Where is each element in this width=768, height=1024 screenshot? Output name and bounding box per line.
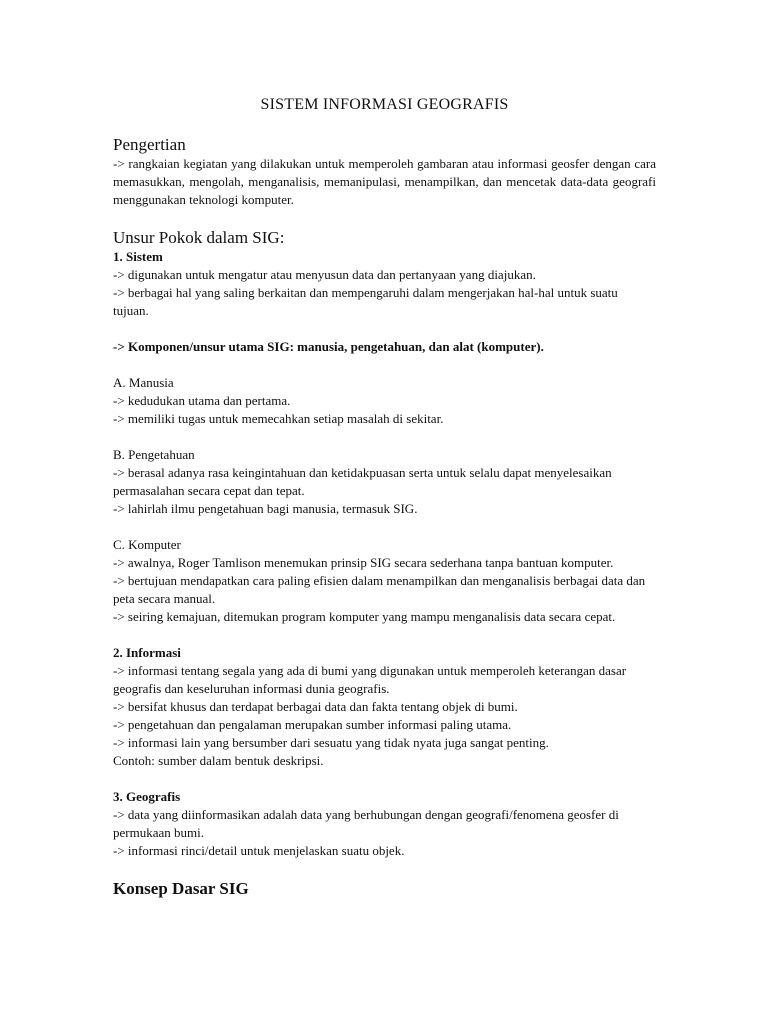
pengetahuan-line-1: -> berasal adanya rasa keingintahuan dan ketidakpuasan serta untuk selalu dapat menyelesaikan permasalahan secara cepat dan tepat.	[113, 465, 612, 498]
komputer-line-2: -> bertujuan mendapatkan cara paling efisien dalam menampilkan dan menganalisis berbagai data dan peta secara manual.	[113, 573, 646, 606]
informasi-line-5: Contoh: sumber dalam bentuk deskripsi.	[113, 753, 324, 768]
document-title: SISTEM INFORMASI GEOGRAFIS	[260, 96, 509, 113]
geografis-label: 3. Geografis	[113, 789, 181, 804]
informasi-line-1: -> informasi tentang segala yang ada di bumi yang digunakan untuk memperoleh keterangan dasar geografis dan keseluruhan informasi dunia geografis.	[113, 663, 627, 696]
komputer-line-1: -> awalnya, Roger Tamlison menemukan prinsip SIG secara sederhana tanpa bantuan komputer.	[113, 555, 614, 570]
sistem-line-1: -> digunakan untuk mengatur atau menyusun data dan pertanyaan yang diajukan.	[113, 267, 536, 282]
geografis-line-2: -> informasi rinci/detail untuk menjelaskan suatu objek.	[113, 843, 405, 858]
sistem-line-2: -> berbagai hal yang saling berkaitan dan mempengaruhi dalam mengerjakan hal-hal untuk suatu tujuan.	[113, 285, 618, 318]
manusia-line-2: -> memiliki tugas untuk memecahkan setiap masalah di sekitar.	[113, 411, 444, 426]
informasi-label: 2. Informasi	[113, 645, 181, 660]
informasi-line-2: -> bersifat khusus dan terdapat berbagai data dan fakta tentang objek di bumi.	[113, 699, 518, 714]
pengetahuan-line-2: -> lahirlah ilmu pengetahuan bagi manusia, termasuk SIG.	[113, 501, 418, 516]
komputer-line-3: -> seiring kemajuan, ditemukan program komputer yang mampu menganalisis data secara cepat.	[113, 609, 616, 624]
heading-pengertian: Pengertian	[113, 135, 186, 154]
komputer-label: C. Komputer	[113, 537, 181, 552]
heading-konsep-dasar: Konsep Dasar SIG	[113, 879, 249, 898]
document-content	[113, 95, 656, 899]
pengetahuan-label: B. Pengetahuan	[113, 447, 195, 462]
pengertian-text: -> rangkaian kegiatan yang dilakukan untuk memperoleh gambaran atau informasi geosfer dengan cara memasukkan, mengolah, menganalisis, memanipulasi, menampilkan, dan mencetak data-data geografi menggunakan teknologi komputer.	[113, 156, 656, 207]
heading-unsur-pokok: Unsur Pokok dalam SIG:	[113, 228, 285, 247]
geografis-line-1: -> data yang diinformasikan adalah data yang berhubungan dengan geografi/fenomena geosfer di permukaan bumi.	[113, 807, 619, 840]
manusia-label: A. Manusia	[113, 375, 174, 390]
informasi-line-3: -> pengetahuan dan pengalaman merupakan sumber informasi paling utama.	[113, 717, 512, 732]
manusia-line-1: -> kedudukan utama dan pertama.	[113, 393, 291, 408]
informasi-line-4: -> informasi lain yang bersumber dari sesuatu yang tidak nyata juga sangat penting.	[113, 735, 549, 750]
sistem-label: 1. Sistem	[113, 249, 163, 264]
komponen-utama: -> Komponen/unsur utama SIG: manusia, pengetahuan, dan alat (komputer).	[113, 339, 544, 354]
